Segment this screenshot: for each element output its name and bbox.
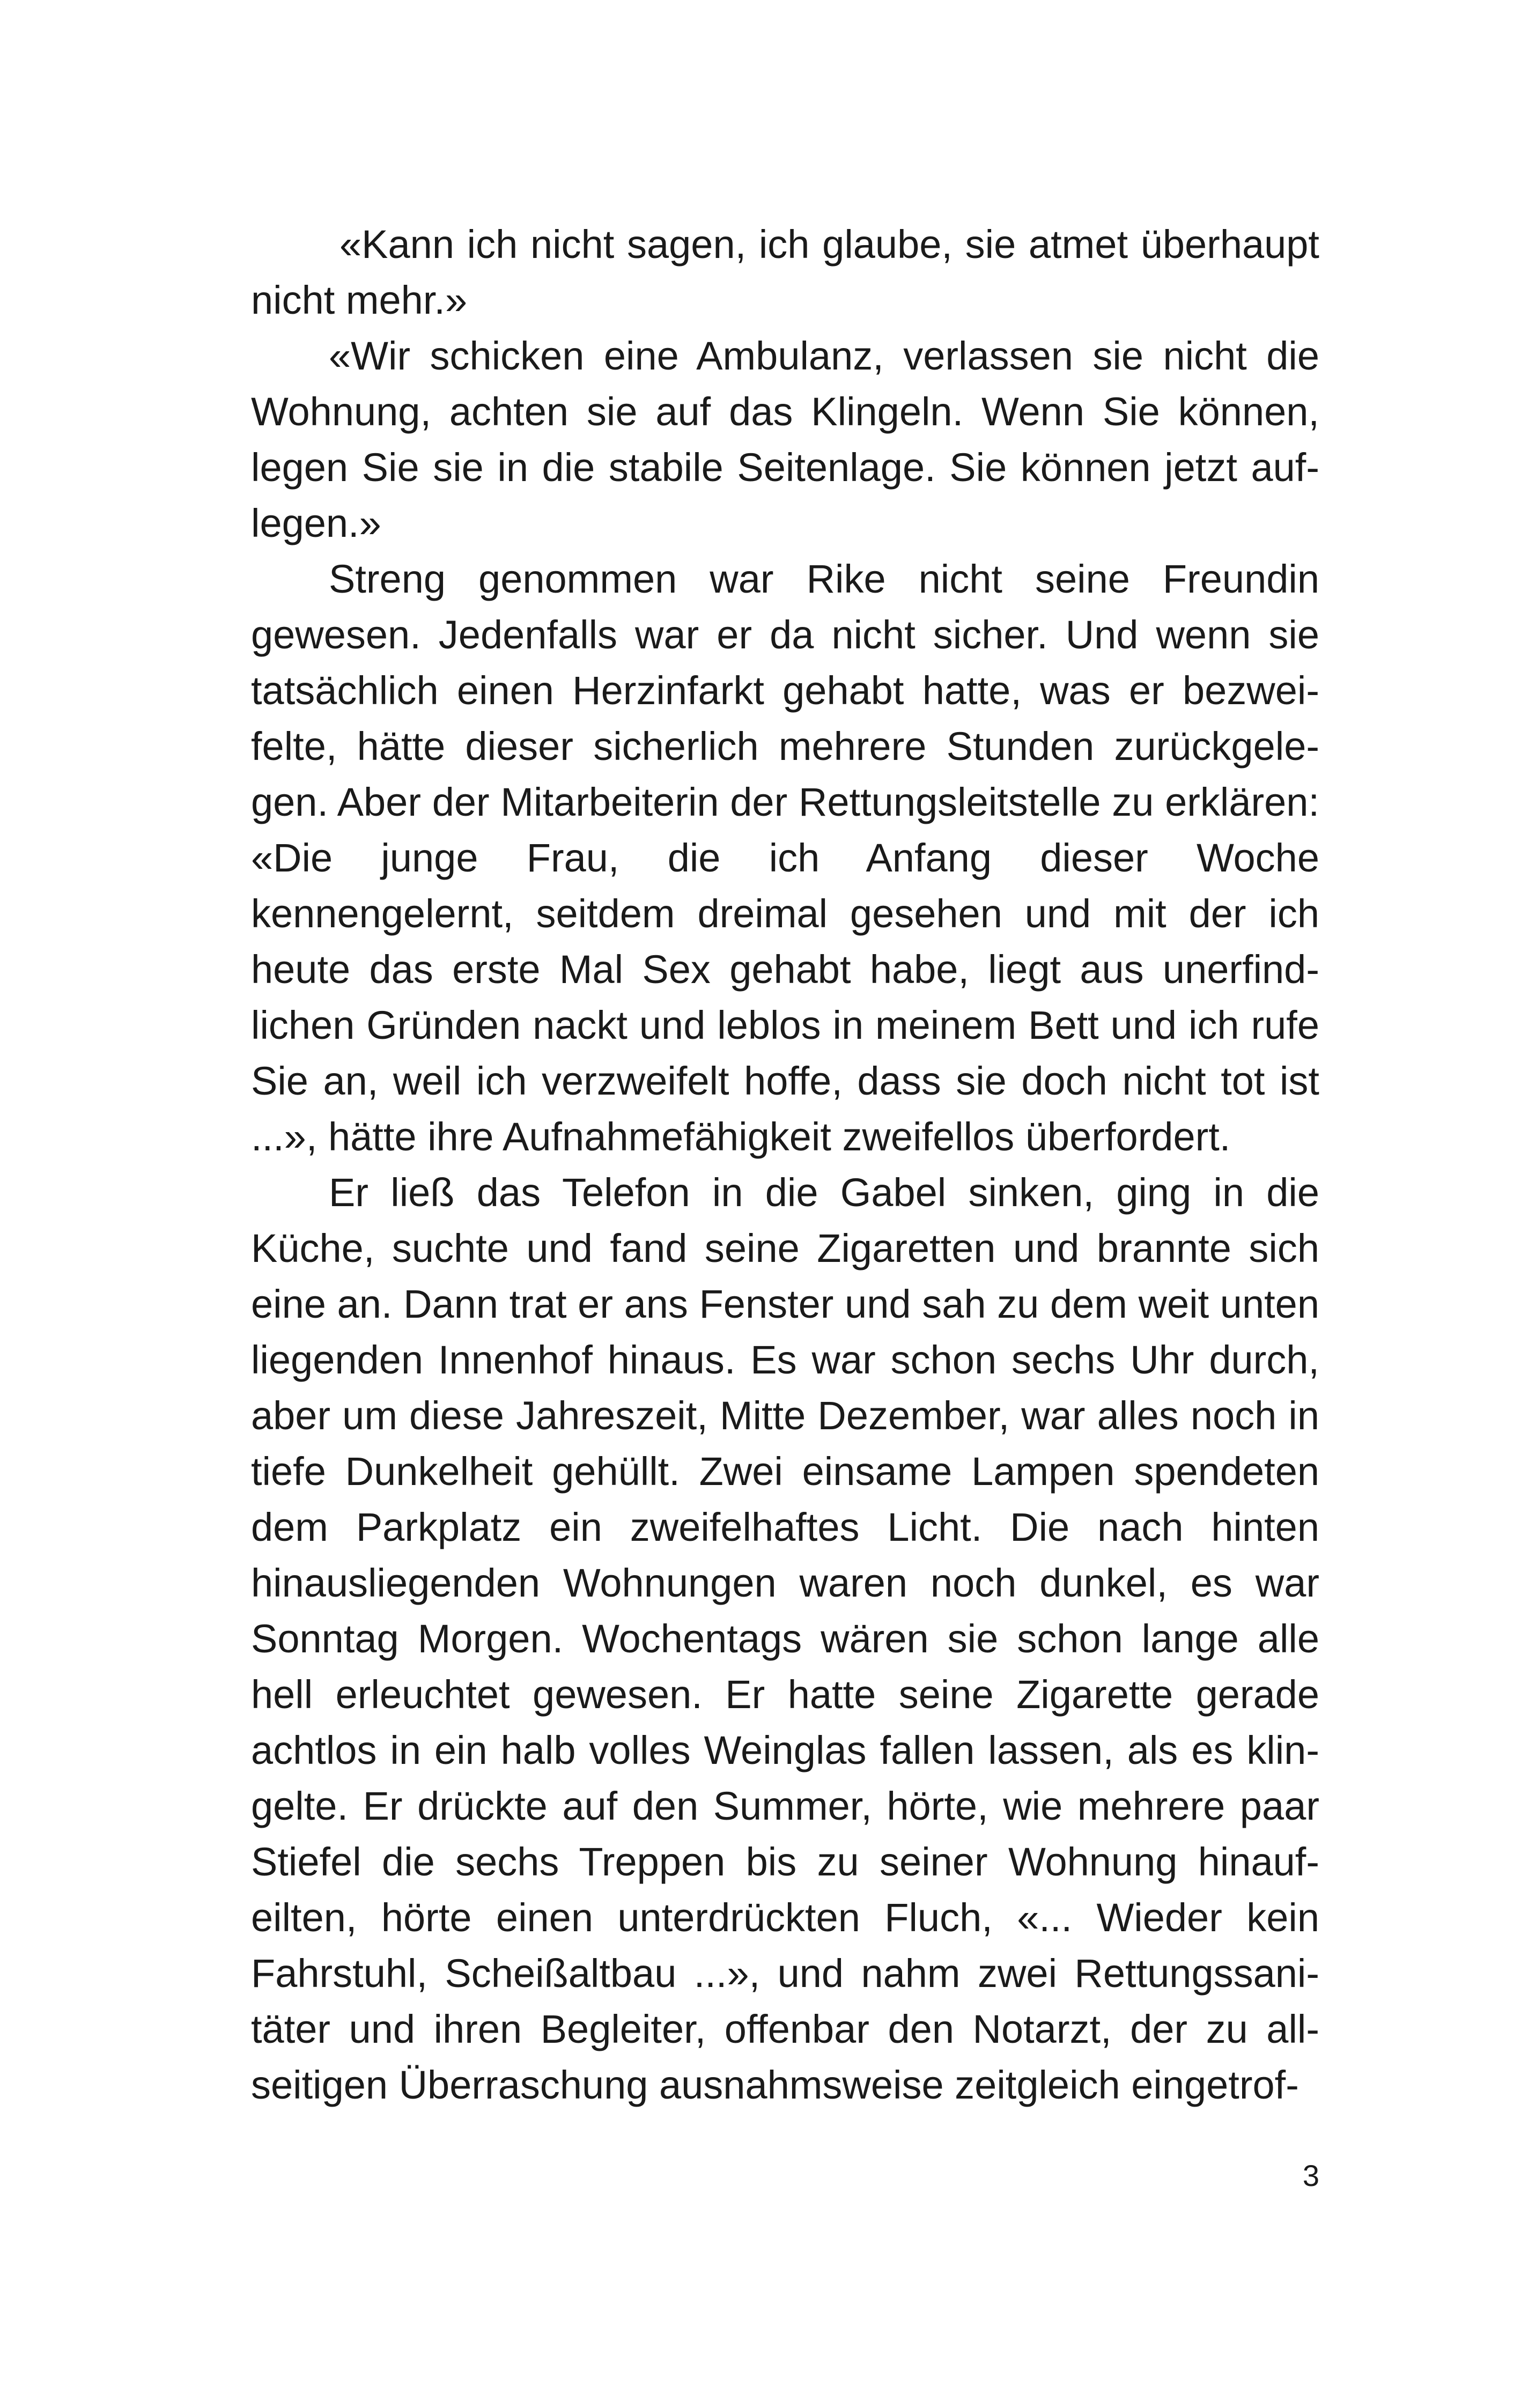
paragraph: Er ließ das Telefon in die Gabel sinken, ging in die Küche, suchte und fand seine Zigaretten und brannte sich eine an. Dann trat er ans Fenster und sah zu dem weit unten liegenden Innenhof hinaus. Es war schon sechs Uhr durch, aber um diese Jahreszeit, Mitte Dezember, war alles noch in tiefe Dunkelheit gehüllt. Zwei einsame Lampen spendeten dem Parkplatz ein zweifelhaftes Licht. Die nach hinten hinausliegenden Wohnungen waren noch dunkel, es war Sonntag Morgen. Wochentags wären sie schon lange alle hell erleuchtet gewesen. Er hatte seine Zigarette gerade achtlos in ein halb volles Weinglas fallen lassen, als es klingelte. Er drückte auf den Summer, hörte, wie mehrere paar Stiefel die sechs Treppen bis zu seiner Wohnung hinaufeilten, hörte einen unterdrückten Fluch, «... Wieder kein Fahrstuhl, Scheißaltbau ...», und nahm zwei Rettungssanitäter und ihren Begleiter, offenbar den Notarzt, der zu allseitigen Überraschung ausnahmsweise zeitgleich eingetrof- — [251, 1170, 1319, 2107]
body-text — [251, 217, 1319, 2113]
paragraph: «Kann ich nicht sagen, ich glaube, sie atmet überhaupt nicht mehr.» — [251, 222, 1319, 322]
page-number: 3 — [1302, 2159, 1319, 2192]
paragraph: Streng genommen war Rike nicht seine Freundin gewesen. Jedenfalls war er da nicht sicher. Und wenn sie tatsächlich einen Herzinfarkt gehabt hatte, was er bezweifelte, hätte dieser sicherlich mehrere Stunden zurückgelegen. Aber der Mitarbeiterin der Rettungsleitstelle zu erklären: «Die junge Frau, die ich Anfang dieser Woche kennengelernt, seitdem dreimal gesehen und mit der ich heute das erste Mal Sex gehabt habe, liegt aus unerfindlichen Gründen nackt und leblos in meinem Bett und ich rufe Sie an, weil ich verzweifelt hoffe, dass sie doch nicht tot ist ...», hätte ihre Aufnahmefähigkeit zweifellos überfordert. — [251, 557, 1319, 1159]
paragraph: «Wir schicken eine Ambulanz, verlassen sie nicht die Wohnung, achten sie auf das Klingeln. Wenn Sie können, legen Sie sie in die stabile Seitenlage. Sie können jetzt auflegen.» — [251, 334, 1319, 545]
